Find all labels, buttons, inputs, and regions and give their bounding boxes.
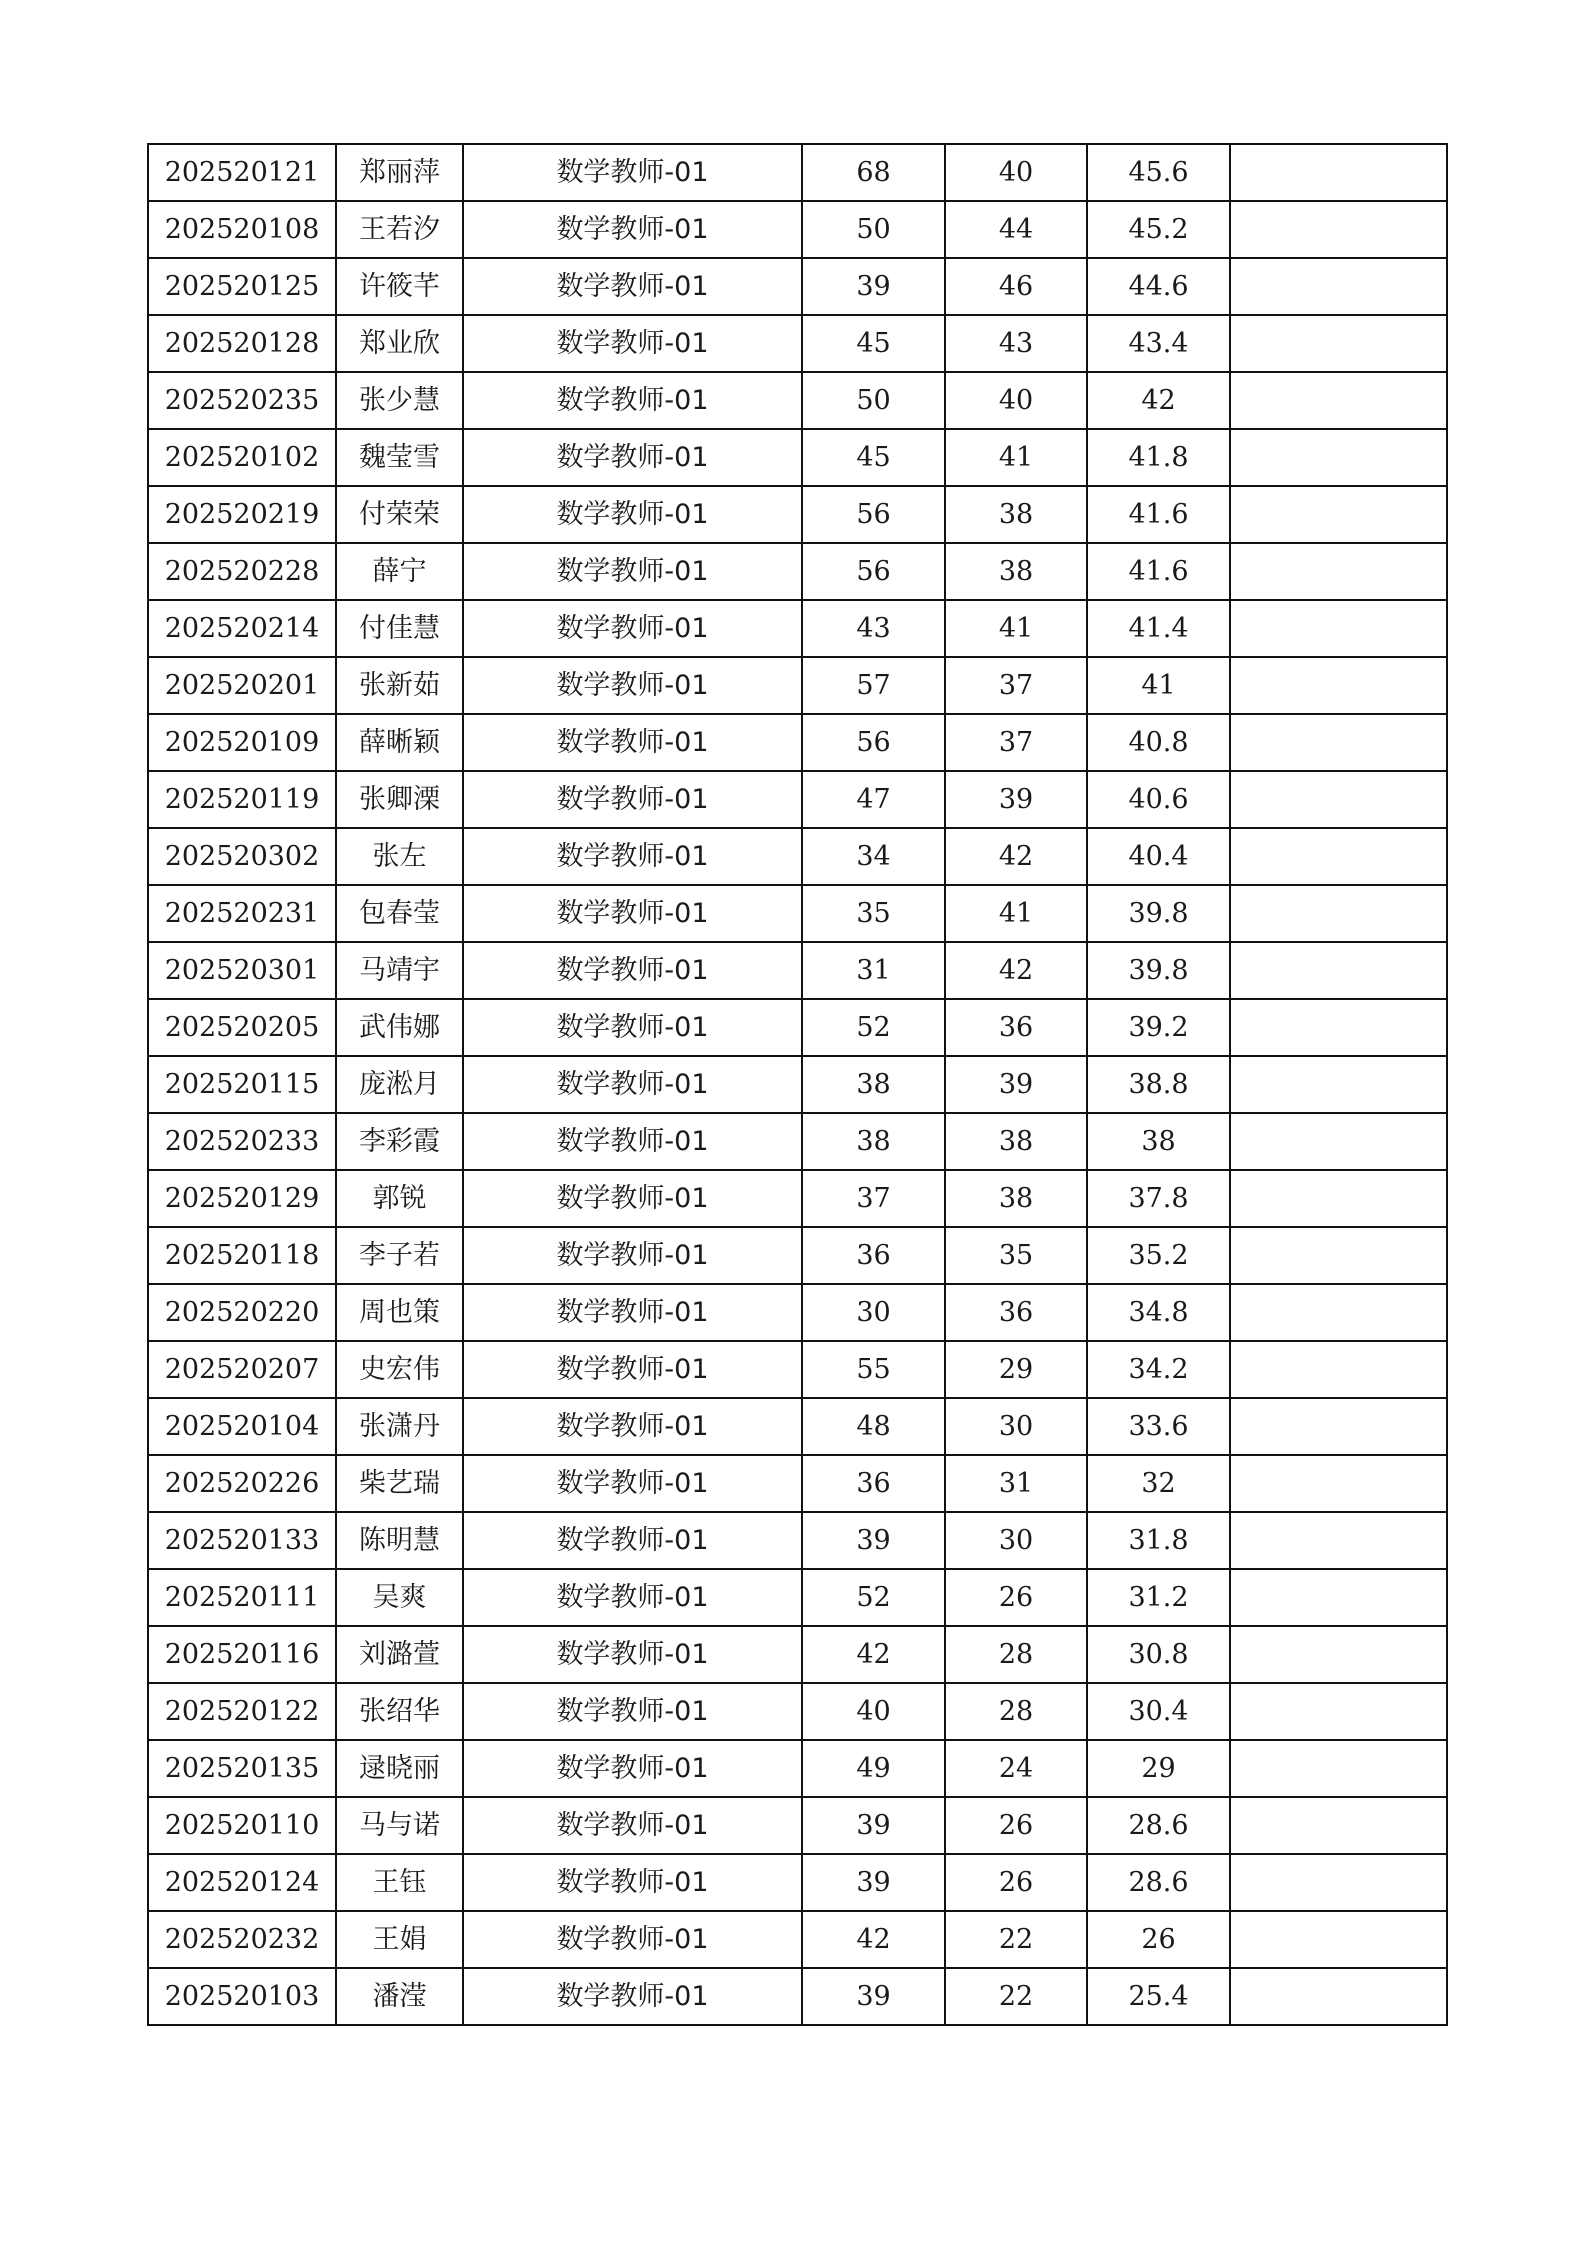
position-cell: 数学教师-01 <box>463 999 802 1056</box>
total-score-cell: 40.4 <box>1087 828 1230 885</box>
score-1-cell: 36 <box>802 1227 945 1284</box>
score-1-cell: 42 <box>802 1911 945 1968</box>
total-score-cell: 30.4 <box>1087 1683 1230 1740</box>
candidate-id-cell: 202520102 <box>148 429 336 486</box>
total-score-cell: 38 <box>1087 1113 1230 1170</box>
total-score-cell: 39.8 <box>1087 942 1230 999</box>
note-cell <box>1230 1683 1447 1740</box>
table-row <box>148 1341 1447 1398</box>
table-row <box>148 144 1447 201</box>
score-1-cell: 38 <box>802 1056 945 1113</box>
candidate-name-cell: 张少慧 <box>336 372 463 429</box>
table-row <box>148 486 1447 543</box>
candidate-name-cell: 许筱芊 <box>336 258 463 315</box>
candidate-id-cell: 202520233 <box>148 1113 336 1170</box>
table-row <box>148 657 1447 714</box>
score-2-cell: 24 <box>945 1740 1087 1797</box>
table-row <box>148 1968 1447 2025</box>
note-cell <box>1230 1455 1447 1512</box>
position-cell: 数学教师-01 <box>463 942 802 999</box>
score-2-cell: 26 <box>945 1569 1087 1626</box>
table-row <box>148 258 1447 315</box>
candidate-id-cell: 202520121 <box>148 144 336 201</box>
score-1-cell: 57 <box>802 657 945 714</box>
candidate-name-cell: 李彩霞 <box>336 1113 463 1170</box>
score-1-cell: 56 <box>802 543 945 600</box>
total-score-cell: 25.4 <box>1087 1968 1230 2025</box>
note-cell <box>1230 1911 1447 1968</box>
score-2-cell: 26 <box>945 1797 1087 1854</box>
score-1-cell: 40 <box>802 1683 945 1740</box>
table-row <box>148 1512 1447 1569</box>
table-row <box>148 1455 1447 1512</box>
position-cell: 数学教师-01 <box>463 144 802 201</box>
note-cell <box>1230 1797 1447 1854</box>
score-2-cell: 30 <box>945 1512 1087 1569</box>
candidate-name-cell: 逯晓丽 <box>336 1740 463 1797</box>
note-cell <box>1230 1284 1447 1341</box>
position-cell: 数学教师-01 <box>463 1740 802 1797</box>
candidate-name-cell: 马靖宇 <box>336 942 463 999</box>
score-2-cell: 38 <box>945 486 1087 543</box>
note-cell <box>1230 258 1447 315</box>
note-cell <box>1230 600 1447 657</box>
note-cell <box>1230 429 1447 486</box>
position-cell: 数学教师-01 <box>463 1455 802 1512</box>
table-row <box>148 1113 1447 1170</box>
note-cell <box>1230 543 1447 600</box>
candidate-name-cell: 周也策 <box>336 1284 463 1341</box>
score-2-cell: 22 <box>945 1968 1087 2025</box>
candidate-id-cell: 202520302 <box>148 828 336 885</box>
note-cell <box>1230 657 1447 714</box>
score-2-cell: 41 <box>945 600 1087 657</box>
table-row <box>148 1398 1447 1455</box>
candidate-id-cell: 202520205 <box>148 999 336 1056</box>
score-1-cell: 39 <box>802 1797 945 1854</box>
candidate-id-cell: 202520232 <box>148 1911 336 1968</box>
score-2-cell: 42 <box>945 828 1087 885</box>
score-1-cell: 49 <box>802 1740 945 1797</box>
total-score-cell: 38.8 <box>1087 1056 1230 1113</box>
table-row <box>148 828 1447 885</box>
score-1-cell: 56 <box>802 486 945 543</box>
total-score-cell: 41 <box>1087 657 1230 714</box>
note-cell <box>1230 315 1447 372</box>
position-cell: 数学教师-01 <box>463 600 802 657</box>
note-cell <box>1230 372 1447 429</box>
score-2-cell: 37 <box>945 657 1087 714</box>
candidate-name-cell: 王钰 <box>336 1854 463 1911</box>
candidate-id-cell: 202520119 <box>148 771 336 828</box>
score-2-cell: 41 <box>945 885 1087 942</box>
position-cell: 数学教师-01 <box>463 201 802 258</box>
position-cell: 数学教师-01 <box>463 1968 802 2025</box>
candidate-name-cell: 陈明慧 <box>336 1512 463 1569</box>
candidate-id-cell: 202520201 <box>148 657 336 714</box>
position-cell: 数学教师-01 <box>463 543 802 600</box>
score-2-cell: 39 <box>945 771 1087 828</box>
score-1-cell: 39 <box>802 1968 945 2025</box>
position-cell: 数学教师-01 <box>463 828 802 885</box>
score-1-cell: 36 <box>802 1455 945 1512</box>
table-row <box>148 1854 1447 1911</box>
total-score-cell: 42 <box>1087 372 1230 429</box>
table-row <box>148 372 1447 429</box>
note-cell <box>1230 1626 1447 1683</box>
candidate-id-cell: 202520226 <box>148 1455 336 1512</box>
total-score-cell: 41.4 <box>1087 600 1230 657</box>
total-score-cell: 26 <box>1087 1911 1230 1968</box>
position-cell: 数学教师-01 <box>463 1569 802 1626</box>
position-cell: 数学教师-01 <box>463 315 802 372</box>
score-2-cell: 36 <box>945 1284 1087 1341</box>
score-2-cell: 22 <box>945 1911 1087 1968</box>
table-row <box>148 714 1447 771</box>
candidate-id-cell: 202520220 <box>148 1284 336 1341</box>
candidate-id-cell: 202520135 <box>148 1740 336 1797</box>
total-score-cell: 35.2 <box>1087 1227 1230 1284</box>
note-cell <box>1230 771 1447 828</box>
score-2-cell: 38 <box>945 1170 1087 1227</box>
total-score-cell: 40.8 <box>1087 714 1230 771</box>
candidate-name-cell: 王娟 <box>336 1911 463 1968</box>
position-cell: 数学教师-01 <box>463 1911 802 1968</box>
candidate-id-cell: 202520219 <box>148 486 336 543</box>
candidate-name-cell: 张新茹 <box>336 657 463 714</box>
candidate-name-cell: 薛晰颖 <box>336 714 463 771</box>
candidate-name-cell: 武伟娜 <box>336 999 463 1056</box>
candidate-name-cell: 李子若 <box>336 1227 463 1284</box>
candidate-id-cell: 202520125 <box>148 258 336 315</box>
candidate-id-cell: 202520115 <box>148 1056 336 1113</box>
total-score-cell: 29 <box>1087 1740 1230 1797</box>
total-score-cell: 41.6 <box>1087 486 1230 543</box>
score-1-cell: 39 <box>802 258 945 315</box>
candidate-name-cell: 张左 <box>336 828 463 885</box>
score-2-cell: 44 <box>945 201 1087 258</box>
note-cell <box>1230 486 1447 543</box>
table-row <box>148 201 1447 258</box>
note-cell <box>1230 1056 1447 1113</box>
candidate-name-cell: 史宏伟 <box>336 1341 463 1398</box>
score-2-cell: 28 <box>945 1683 1087 1740</box>
table-row <box>148 1626 1447 1683</box>
candidate-id-cell: 202520108 <box>148 201 336 258</box>
score-1-cell: 30 <box>802 1284 945 1341</box>
score-1-cell: 35 <box>802 885 945 942</box>
candidate-id-cell: 202520214 <box>148 600 336 657</box>
candidate-name-cell: 潘滢 <box>336 1968 463 2025</box>
position-cell: 数学教师-01 <box>463 771 802 828</box>
total-score-cell: 45.6 <box>1087 144 1230 201</box>
candidate-name-cell: 郑业欣 <box>336 315 463 372</box>
candidate-name-cell: 魏莹雪 <box>336 429 463 486</box>
candidate-name-cell: 薛宁 <box>336 543 463 600</box>
candidate-id-cell: 202520133 <box>148 1512 336 1569</box>
score-1-cell: 37 <box>802 1170 945 1227</box>
note-cell <box>1230 828 1447 885</box>
table-row <box>148 999 1447 1056</box>
candidate-id-cell: 202520116 <box>148 1626 336 1683</box>
score-1-cell: 52 <box>802 999 945 1056</box>
table-row <box>148 1569 1447 1626</box>
note-cell <box>1230 1740 1447 1797</box>
candidate-id-cell: 202520207 <box>148 1341 336 1398</box>
candidate-name-cell: 付荣荣 <box>336 486 463 543</box>
position-cell: 数学教师-01 <box>463 429 802 486</box>
score-1-cell: 52 <box>802 1569 945 1626</box>
position-cell: 数学教师-01 <box>463 486 802 543</box>
total-score-cell: 34.2 <box>1087 1341 1230 1398</box>
candidate-id-cell: 202520235 <box>148 372 336 429</box>
position-cell: 数学教师-01 <box>463 1341 802 1398</box>
note-cell <box>1230 201 1447 258</box>
note-cell <box>1230 1968 1447 2025</box>
score-2-cell: 38 <box>945 543 1087 600</box>
note-cell <box>1230 1170 1447 1227</box>
candidate-name-cell: 张卿溧 <box>336 771 463 828</box>
note-cell <box>1230 1341 1447 1398</box>
score-2-cell: 43 <box>945 315 1087 372</box>
score-1-cell: 50 <box>802 201 945 258</box>
note-cell <box>1230 885 1447 942</box>
total-score-cell: 41.6 <box>1087 543 1230 600</box>
table-row <box>148 942 1447 999</box>
score-2-cell: 41 <box>945 429 1087 486</box>
candidate-id-cell: 202520104 <box>148 1398 336 1455</box>
candidate-id-cell: 202520124 <box>148 1854 336 1911</box>
note-cell <box>1230 1398 1447 1455</box>
score-1-cell: 55 <box>802 1341 945 1398</box>
position-cell: 数学教师-01 <box>463 1170 802 1227</box>
candidate-name-cell: 刘潞萱 <box>336 1626 463 1683</box>
score-2-cell: 40 <box>945 144 1087 201</box>
position-cell: 数学教师-01 <box>463 1113 802 1170</box>
total-score-cell: 37.8 <box>1087 1170 1230 1227</box>
table-row <box>148 1911 1447 1968</box>
candidate-name-cell: 王若汐 <box>336 201 463 258</box>
candidate-id-cell: 202520110 <box>148 1797 336 1854</box>
total-score-cell: 33.6 <box>1087 1398 1230 1455</box>
position-cell: 数学教师-01 <box>463 1227 802 1284</box>
score-1-cell: 42 <box>802 1626 945 1683</box>
score-2-cell: 36 <box>945 999 1087 1056</box>
note-cell <box>1230 999 1447 1056</box>
table-row <box>148 429 1447 486</box>
candidate-id-cell: 202520122 <box>148 1683 336 1740</box>
candidate-id-cell: 202520129 <box>148 1170 336 1227</box>
total-score-cell: 43.4 <box>1087 315 1230 372</box>
candidate-id-cell: 202520103 <box>148 1968 336 2025</box>
score-2-cell: 28 <box>945 1626 1087 1683</box>
position-cell: 数学教师-01 <box>463 885 802 942</box>
note-cell <box>1230 1854 1447 1911</box>
table-row <box>148 1683 1447 1740</box>
position-cell: 数学教师-01 <box>463 657 802 714</box>
score-1-cell: 34 <box>802 828 945 885</box>
candidate-name-cell: 张潇丹 <box>336 1398 463 1455</box>
total-score-cell: 44.6 <box>1087 258 1230 315</box>
position-cell: 数学教师-01 <box>463 372 802 429</box>
table-row <box>148 1797 1447 1854</box>
score-2-cell: 29 <box>945 1341 1087 1398</box>
candidate-id-cell: 202520301 <box>148 942 336 999</box>
candidate-name-cell: 郑丽萍 <box>336 144 463 201</box>
total-score-cell: 41.8 <box>1087 429 1230 486</box>
position-cell: 数学教师-01 <box>463 1683 802 1740</box>
score-2-cell: 31 <box>945 1455 1087 1512</box>
total-score-cell: 40.6 <box>1087 771 1230 828</box>
score-1-cell: 43 <box>802 600 945 657</box>
position-cell: 数学教师-01 <box>463 1854 802 1911</box>
table-row <box>148 315 1447 372</box>
candidate-id-cell: 202520128 <box>148 315 336 372</box>
total-score-cell: 45.2 <box>1087 201 1230 258</box>
total-score-cell: 34.8 <box>1087 1284 1230 1341</box>
score-2-cell: 42 <box>945 942 1087 999</box>
note-cell <box>1230 1569 1447 1626</box>
candidate-name-cell: 付佳慧 <box>336 600 463 657</box>
score-1-cell: 48 <box>802 1398 945 1455</box>
score-1-cell: 47 <box>802 771 945 828</box>
candidate-name-cell: 庞淞月 <box>336 1056 463 1113</box>
score-2-cell: 40 <box>945 372 1087 429</box>
total-score-cell: 39.2 <box>1087 999 1230 1056</box>
note-cell <box>1230 942 1447 999</box>
note-cell <box>1230 1227 1447 1284</box>
note-cell <box>1230 144 1447 201</box>
position-cell: 数学教师-01 <box>463 1512 802 1569</box>
candidate-name-cell: 吴爽 <box>336 1569 463 1626</box>
total-score-cell: 39.8 <box>1087 885 1230 942</box>
position-cell: 数学教师-01 <box>463 1398 802 1455</box>
score-1-cell: 68 <box>802 144 945 201</box>
position-cell: 数学教师-01 <box>463 714 802 771</box>
note-cell <box>1230 1113 1447 1170</box>
score-1-cell: 45 <box>802 429 945 486</box>
note-cell <box>1230 714 1447 771</box>
table-row <box>148 600 1447 657</box>
score-1-cell: 50 <box>802 372 945 429</box>
candidate-id-cell: 202520231 <box>148 885 336 942</box>
candidate-id-cell: 202520111 <box>148 1569 336 1626</box>
note-cell <box>1230 1512 1447 1569</box>
candidate-name-cell: 马与诺 <box>336 1797 463 1854</box>
total-score-cell: 31.2 <box>1087 1569 1230 1626</box>
table-row <box>148 885 1447 942</box>
score-2-cell: 39 <box>945 1056 1087 1113</box>
table-row <box>148 1740 1447 1797</box>
candidate-name-cell: 张绍华 <box>336 1683 463 1740</box>
score-1-cell: 31 <box>802 942 945 999</box>
score-2-cell: 26 <box>945 1854 1087 1911</box>
table-row <box>148 1170 1447 1227</box>
candidate-id-cell: 202520228 <box>148 543 336 600</box>
score-1-cell: 39 <box>802 1854 945 1911</box>
score-table <box>147 143 1448 2026</box>
score-1-cell: 39 <box>802 1512 945 1569</box>
total-score-cell: 28.6 <box>1087 1797 1230 1854</box>
score-1-cell: 56 <box>802 714 945 771</box>
candidate-name-cell: 包春莹 <box>336 885 463 942</box>
score-2-cell: 46 <box>945 258 1087 315</box>
score-2-cell: 35 <box>945 1227 1087 1284</box>
score-2-cell: 30 <box>945 1398 1087 1455</box>
table-row <box>148 1284 1447 1341</box>
candidate-id-cell: 202520118 <box>148 1227 336 1284</box>
position-cell: 数学教师-01 <box>463 258 802 315</box>
total-score-cell: 30.8 <box>1087 1626 1230 1683</box>
total-score-cell: 28.6 <box>1087 1854 1230 1911</box>
position-cell: 数学教师-01 <box>463 1626 802 1683</box>
table-row <box>148 543 1447 600</box>
score-1-cell: 38 <box>802 1113 945 1170</box>
score-2-cell: 37 <box>945 714 1087 771</box>
position-cell: 数学教师-01 <box>463 1797 802 1854</box>
candidate-name-cell: 柴艺瑞 <box>336 1455 463 1512</box>
total-score-cell: 31.8 <box>1087 1512 1230 1569</box>
table-row <box>148 1227 1447 1284</box>
candidate-name-cell: 郭锐 <box>336 1170 463 1227</box>
position-cell: 数学教师-01 <box>463 1284 802 1341</box>
table-row <box>148 771 1447 828</box>
position-cell: 数学教师-01 <box>463 1056 802 1113</box>
table-body <box>148 144 1447 2025</box>
table-row <box>148 1056 1447 1113</box>
score-1-cell: 45 <box>802 315 945 372</box>
candidate-id-cell: 202520109 <box>148 714 336 771</box>
total-score-cell: 32 <box>1087 1455 1230 1512</box>
score-2-cell: 38 <box>945 1113 1087 1170</box>
